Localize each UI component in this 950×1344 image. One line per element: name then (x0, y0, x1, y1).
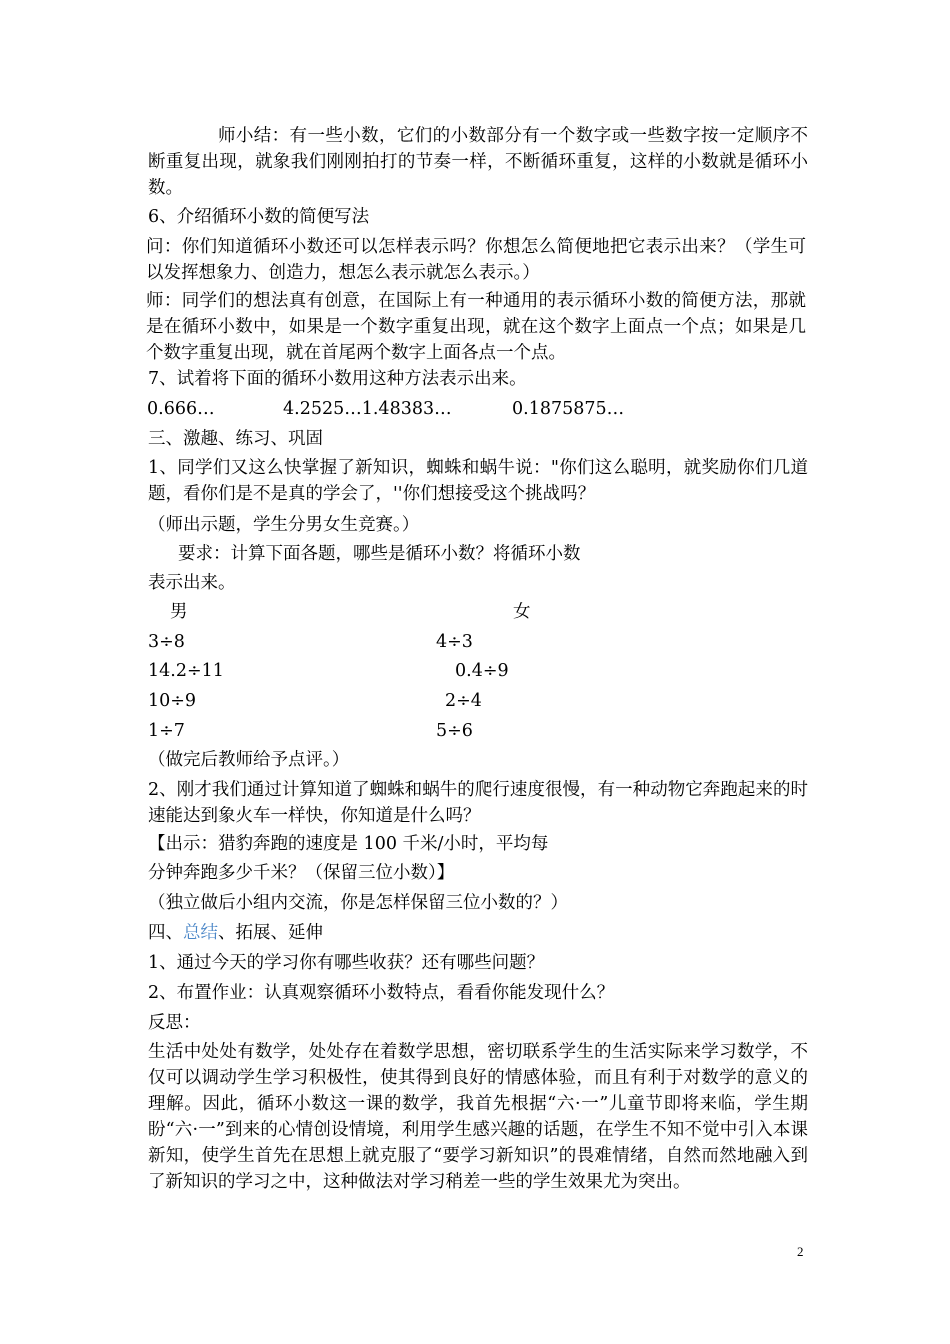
comment-note: （做完后教师给予点评。） (148, 750, 350, 770)
challenge-paragraph: 1、同学们又这么快掌握了新知识，蜘蛛和蜗牛说："你们这么聪明，就奖励你们几道题，看你们是不是真的学会了，''你们想接受这个挑战吗？ (148, 458, 808, 504)
problem-line-2: 分钟奔跑多少千米？（保留三位小数）】 (148, 863, 455, 883)
heading-7: 7、试着将下面的循环小数用这种方法表示出来。 (148, 369, 527, 389)
boys-label: 男 (170, 602, 188, 622)
reflection-paragraph: 生活中处处有数学，处处存在着数学思想，密切联系学生的生活实际来学习数学，不仅可以调动学生学习积极性，使其得到良好的情感体验，而且有利于对数学的意义的理解。因此，循环小数这一课的数学，我首先根据“六·一”儿童节即将来临，学生期盼“六·一”到来的心情创设情境，利用学生感兴趣的话题，在学生不知不觉中引入本课新知，使学生首先在思想上就克服了“要学习新知识”的畏难情绪，自然而然地融入到了新知识的学习之中，这种做法对学习稍差一些的学生效果尤为突出。 (148, 1042, 808, 1192)
group-discussion-note: （独立做后小组内交流，你是怎样保留三位小数的？） (148, 893, 568, 913)
heading-6: 6、介绍循环小数的简便写法 (148, 207, 370, 227)
decimal-example-1: 0.666… (147, 399, 215, 419)
section-4-item-1: 1、通过今天的学习你有哪些收获？还有哪些问题？ (148, 953, 545, 973)
boys-problem: 14.2÷11 (148, 661, 224, 681)
decimal-example-2: 4.2525…1.48383… (283, 399, 452, 419)
summary-link[interactable]: 总结 (183, 923, 218, 943)
cheetah-intro: 2、刚才我们通过计算知道了蜘蛛和蜗牛的爬行速度很慢，有一种动物它奔跑起来的时速能达到象火车一样快，你知道是什么吗？ (148, 780, 808, 826)
section-4-item-2: 2、布置作业：认真观察循环小数特点，看看你能发现什么？ (148, 983, 615, 1003)
section-4-rest: 、拓展、延伸 (218, 923, 323, 943)
section-4-prefix: 四、 (148, 923, 183, 943)
section-3-heading: 三、激趣、练习、巩固 (148, 429, 323, 449)
problem-line-1: 【出示：猎豹奔跑的速度是 100 千米/小时，平均每 (148, 834, 549, 854)
girls-problem: 2÷4 (445, 691, 482, 711)
reflection-label: 反思： (148, 1013, 201, 1033)
section-4-heading (148, 922, 323, 944)
boys-problem: 3÷8 (148, 632, 185, 652)
requirement-line-2: 表示出来。 (148, 573, 236, 593)
requirement-line-1: 要求：计算下面各题，哪些是循环小数？将循环小数 (178, 544, 581, 564)
teacher-paragraph: 师：同学们的想法真有创意，在国际上有一种通用的表示循环小数的简便方法，那就是在循环小数中，如果是一个数字重复出现，就在这个数字上面点一个点；如果是几个数字重复出现，就在首尾两个数字上面各点一个点。 (146, 291, 806, 363)
girls-problem: 0.4÷9 (455, 661, 509, 681)
boys-problem: 10÷9 (148, 691, 197, 711)
girls-problem: 4÷3 (436, 632, 473, 652)
decimal-example-3: 0.1875875… (512, 399, 625, 419)
page-number: 2 (797, 1244, 804, 1259)
competition-note: （师出示题，学生分男女生竞赛。） (148, 515, 420, 535)
girls-label: 女 (513, 602, 531, 622)
girls-problem: 5÷6 (436, 721, 473, 741)
teacher-summary: 师小结：有一些小数，它们的小数部分有一个数字或一些数字按一定顺序不断重复出现，就象我们刚刚拍打的节奏一样，不断循环重复，这样的小数就是循环小数。 (148, 126, 808, 198)
question-paragraph: 问：你们知道循环小数还可以怎样表示吗？你想怎么简便地把它表示出来？（学生可以发挥想象力、创造力，想怎么表示就怎么表示。） (146, 237, 806, 283)
boys-problem: 1÷7 (148, 721, 185, 741)
